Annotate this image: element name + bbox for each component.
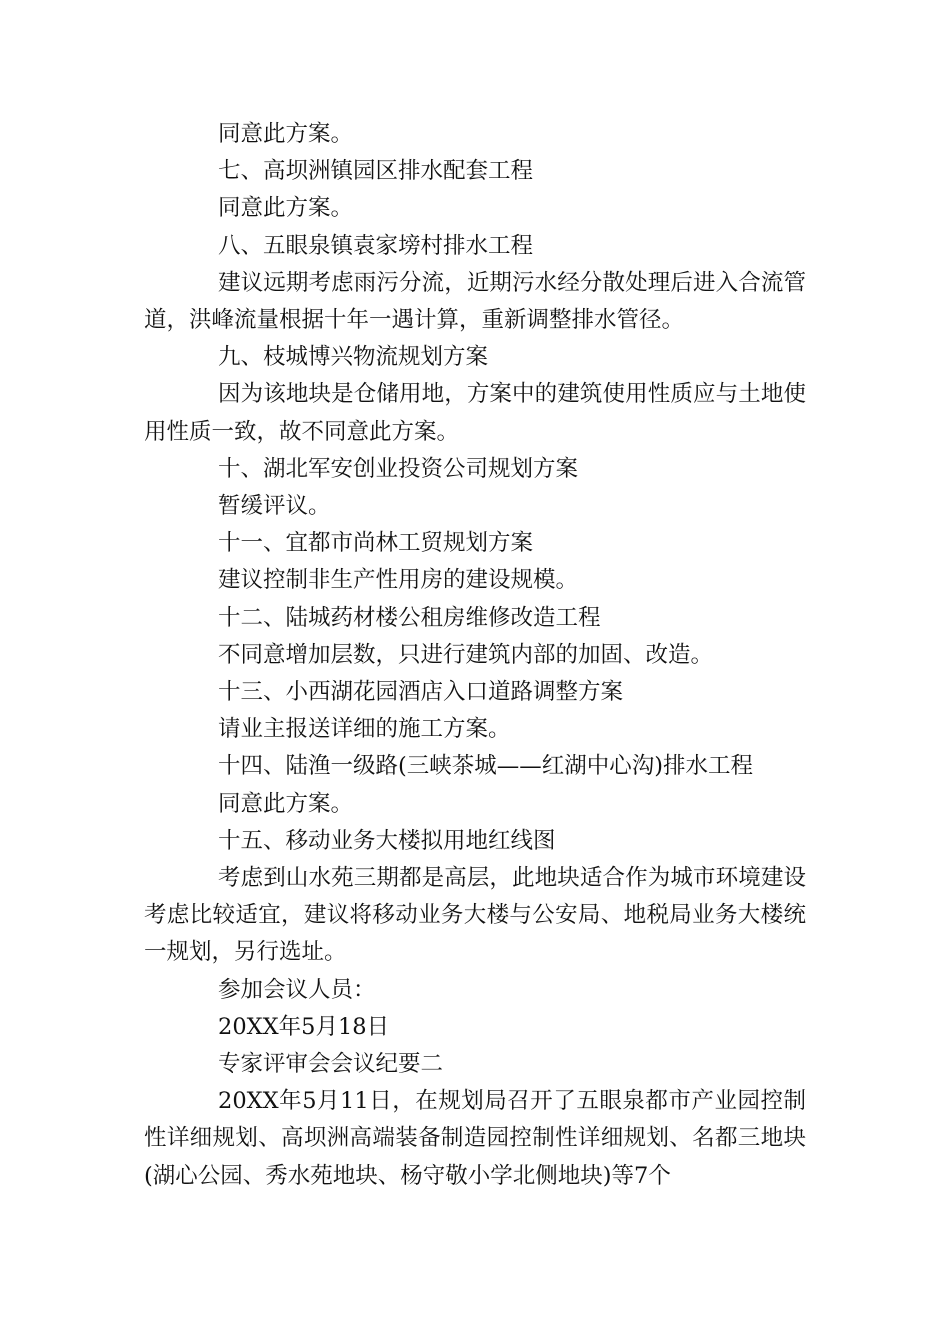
- heading-item-12: 十二、陆城药材楼公租房维修改造工程: [218, 604, 601, 631]
- paragraph-item-10-opinion: 暂缓评议。: [218, 493, 331, 520]
- paragraph-intro: 20XX年5月11日，在规划局召开了五眼泉都市产业园控制性详细规划、高坝洲高端装备制造园控制性详细规划、名都三地块(湖心公园、秀水苑地块、杨守敬小学北侧地块)等7个: [144, 1088, 806, 1189]
- paragraph-item-12-opinion: 不同意增加层数，只进行建筑内部的加固、改造。: [218, 641, 714, 668]
- paragraph-approve-1: 同意此方案。: [218, 121, 354, 147]
- heading-item-15: 十五、移动业务大楼拟用地红线图: [218, 827, 556, 854]
- heading-item-11: 十一、宜都市尚林工贸规划方案: [218, 530, 534, 557]
- heading-item-13: 十三、小西湖花园酒店入口道路调整方案: [218, 679, 624, 706]
- heading-item-7: 七、高坝洲镇园区排水配套工程: [218, 158, 534, 185]
- paragraph-item-15-opinion: 考虑到山水苑三期都是高层，此地块适合作为城市环境建设考虑比较适宜，建议将移动业务大楼与公安局、地税局业务大楼统一规划，另行选址。: [144, 865, 806, 966]
- document-body: [144, 116, 806, 1195]
- heading-item-9: 九、枝城博兴物流规划方案: [218, 344, 489, 371]
- heading-item-10: 十、湖北军安创业投资公司规划方案: [218, 455, 579, 482]
- meeting-date: 20XX年5月18日: [218, 1013, 390, 1040]
- paragraph-item-11-opinion: 建议控制非生产性用房的建设规模。: [218, 567, 579, 594]
- heading-item-14: 十四、陆渔一级路(三峡茶城——红湖中心沟)排水工程: [218, 753, 754, 780]
- paragraph-approve-2: 同意此方案。: [218, 195, 354, 222]
- paragraph-item-8-opinion: 建议远期考虑雨污分流，近期污水经分散处理后进入合流管道，洪峰流量根据十年一遇计算，重新调整排水管径。: [144, 269, 806, 334]
- attendees-label: 参加会议人员：: [218, 976, 376, 1003]
- heading-item-8: 八、五眼泉镇袁家塝村排水工程: [218, 232, 534, 259]
- section-title: 专家评审会会议纪要二: [218, 1051, 444, 1078]
- paragraph-item-13-opinion: 请业主报送详细的施工方案。: [218, 716, 511, 743]
- paragraph-item-9-opinion: 因为该地块是仓储用地，方案中的建筑使用性质应与土地使用性质一致，故不同意此方案。: [144, 381, 806, 445]
- paragraph-item-14-opinion: 同意此方案。: [218, 790, 354, 817]
